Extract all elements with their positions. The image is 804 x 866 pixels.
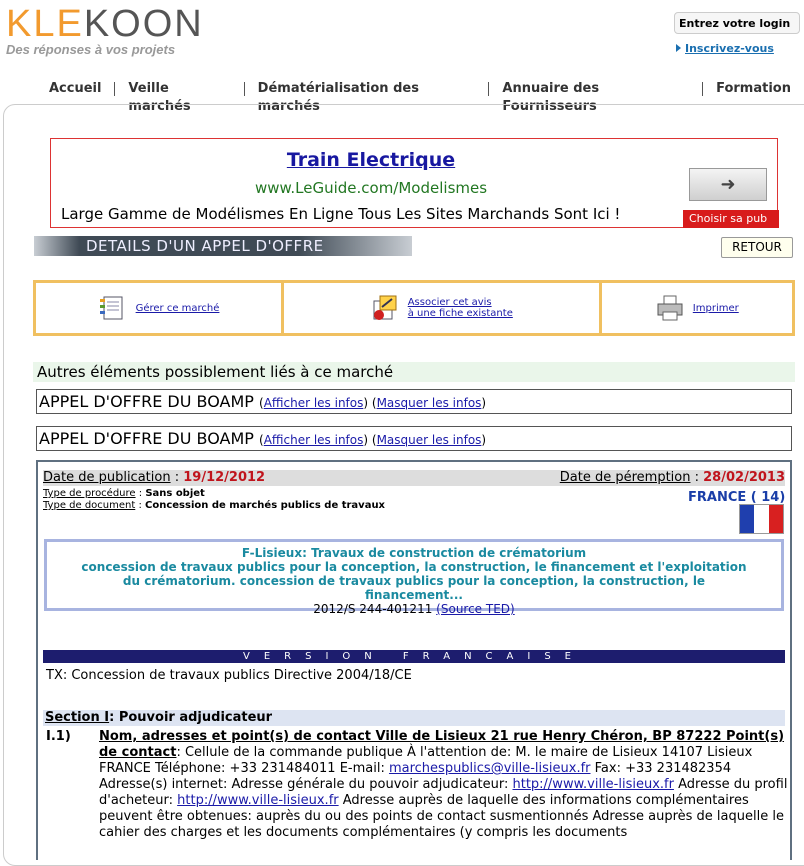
arrow-icon (676, 44, 681, 52)
hide-info-link[interactable]: Masquer les infos (376, 433, 482, 447)
nav-item-formation[interactable]: Formation (716, 81, 791, 96)
item-text (99, 729, 789, 841)
website-link-2[interactable]: http://www.ville-lisieux.fr (177, 793, 339, 808)
related-heading: Autres éléments possiblement liés à ce marché (33, 362, 795, 382)
main-nav (36, 80, 804, 114)
document-value: Concession de marchés publics de travaux (145, 500, 386, 511)
boamp-item-1: APPEL D'OFFRE DU BOAMP (Afficher les infos) (Masquer les infos) (36, 389, 792, 414)
logo-part1: KLE (6, 3, 84, 45)
nav-item-annuaire[interactable]: Annuaire des Fournisseurs (502, 81, 600, 114)
associate-link-line2[interactable]: à une fiche existante (407, 308, 513, 319)
tx-line: TX: Concession de travaux publics Directive 2004/18/CE (46, 668, 412, 683)
website-link-1[interactable]: http://www.ville-lisieux.fr (512, 777, 674, 792)
nav-item-veille[interactable]: Veille marchés (128, 81, 191, 114)
retour-button[interactable]: RETOUR (721, 237, 793, 258)
printer-icon (655, 293, 685, 323)
ad-choice-label[interactable]: Choisir sa pub ▷ (683, 210, 779, 228)
advertisement[interactable] (50, 138, 778, 243)
procedure-value: Sans objet (145, 488, 205, 499)
document-label: Type de document (43, 500, 136, 511)
associate-text (408, 297, 513, 319)
nav-item-accueil[interactable]: Accueil (49, 81, 102, 96)
email-link[interactable]: marchespublics@ville-lisieux.fr (388, 761, 591, 776)
item-heading: Nom, adresses et point(s) de contact Ville de Lisieux 21 rue Henry Chéron, BP 87222 Point(s) de contact (99, 729, 785, 760)
document-type: Type de document : Concession de marchés publics de travaux (43, 500, 386, 511)
show-info-link[interactable]: Afficher les infos (263, 396, 364, 410)
notice-reference (47, 602, 781, 616)
ad-description: Large Gamme de Modélismes En Ligne Tous Les Sites Marchands Sont Ici ! (61, 205, 621, 223)
notice-summary: concession de travaux publics pour la conception, la construction, le financement et l'exploitation du crématorium. concession de travaux publics pour la conception, la construction, le financement... (81, 560, 747, 602)
manage-link[interactable]: Gérer ce marché (135, 302, 220, 314)
section-header (43, 710, 785, 726)
procedure-type: Type de procédure : Sans objet (43, 488, 205, 499)
tagline: Des réponses à vos projets (6, 42, 176, 57)
expiry-label: Date de péremption (559, 470, 691, 485)
link-document-icon (370, 293, 400, 323)
show-info-link[interactable]: Afficher les infos (263, 433, 364, 447)
details-banner: DETAILS D'UN APPEL D'OFFRE (34, 236, 412, 256)
boamp-item-title: APPEL D'OFFRE DU BOAMP (39, 429, 254, 448)
hide-info-link[interactable]: Masquer les infos (376, 396, 482, 410)
associate-action[interactable] (284, 283, 601, 333)
section-title: : Pouvoir adjudicateur (109, 710, 273, 725)
ad-url[interactable]: www.LeGuide.com/Modelismes (254, 179, 488, 197)
item-body-2: Fax: +33 231482354 Adresse(s) internet: Adresse générale du pouvoir adjudicateur: (99, 761, 732, 792)
publication-date: Date de publication : 19/12/2012 (43, 470, 266, 485)
publication-value: 19/12/2012 (183, 470, 266, 485)
item-body-1: : Cellule de la commande publique À l'attention de: M. le maire de Lisieux 14107 Lisieux FRANCE Téléphone: +33 231484011 E-mail: (99, 745, 753, 776)
reference-number: 2012/S 244-401211 (313, 602, 433, 616)
notice-title: F-Lisieux: Travaux de construction de crématorium (241, 546, 587, 560)
date-bar (43, 470, 785, 486)
action-bar (33, 280, 795, 336)
ad-title[interactable] (51, 149, 691, 171)
print-action[interactable] (602, 283, 792, 333)
item-body-3: Adresse du profil d'acheteur: (99, 777, 788, 808)
nav-item-dematerialisation[interactable]: Dématérialisation des marchés (257, 81, 419, 114)
boamp-item-title: APPEL D'OFFRE DU BOAMP (39, 392, 254, 411)
source-ted-link[interactable]: (Source TED) (436, 602, 515, 616)
publication-label: Date de publication (43, 470, 171, 485)
france-flag-icon (739, 504, 784, 534)
manage-action[interactable] (36, 283, 284, 333)
logo-part2: KOON (83, 3, 204, 45)
print-link[interactable]: Imprimer (692, 302, 739, 314)
item-body-4: Adresse auprès de laquelle des informations complémentaires peuvent être obtenues: auprès du ou des points de contact susmentionnés Adresse auprès de laquelle le cahier des charges et les documents complémentaires (y compris les documents (99, 793, 784, 840)
expiry-date: Date de péremption : 28/02/2013 (559, 470, 785, 485)
ad-title-link[interactable]: Train Electrique (286, 149, 456, 171)
procedure-label: Type de procédure (43, 488, 136, 499)
expiry-value: 28/02/2013 (703, 470, 785, 485)
notice-title-box (44, 539, 784, 616)
register-link[interactable]: Inscrivez-vous (685, 42, 774, 55)
login-input[interactable]: Entrez votre login (674, 12, 800, 34)
section-label: Section I (45, 710, 110, 725)
document-edit-icon (98, 293, 128, 323)
version-bar: VERSION FRANCAISE (43, 650, 785, 663)
logo[interactable] (6, 4, 204, 44)
item-number: I.1) (46, 729, 71, 744)
country-label: FRANCE ( 14) (688, 490, 786, 505)
boamp-item-2: APPEL D'OFFRE DU BOAMP (Afficher les infos) (Masquer les infos) (36, 426, 792, 451)
associate-link-line1[interactable]: Associer cet avis (407, 297, 492, 308)
ad-arrow-button[interactable]: ➜ (689, 168, 767, 201)
register-link-row (676, 42, 774, 55)
